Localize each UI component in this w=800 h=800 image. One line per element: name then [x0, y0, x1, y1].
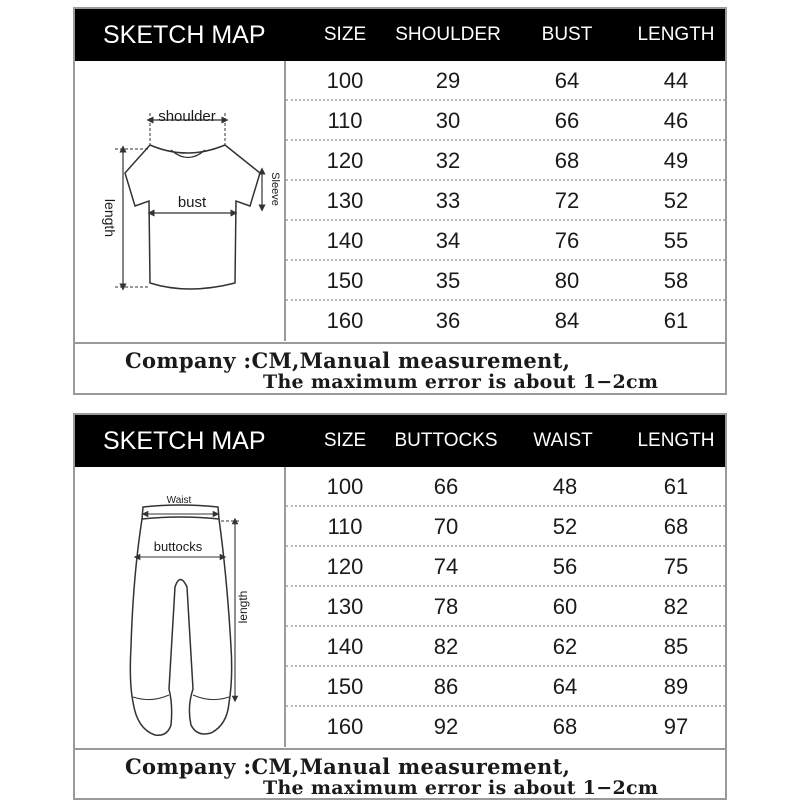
note-line-error: The maximum error is about 1−2cm [263, 371, 659, 393]
cell-size: 160 [326, 308, 364, 333]
cell-size: 100 [326, 474, 364, 499]
pants-label-waist: Waist [166, 495, 192, 506]
pants-sketch-map-title: SKETCH MAP [103, 427, 266, 455]
tshirt-header-bust: BUST [541, 24, 593, 45]
cell-length: 85 [663, 634, 689, 659]
cell-length: 82 [663, 594, 689, 619]
cell-length: 61 [663, 474, 689, 499]
table-row [286, 181, 725, 221]
tshirt-measurement-note [75, 342, 725, 393]
tshirt-label-bust: bust [177, 194, 207, 211]
cell-size: 120 [326, 148, 364, 173]
table-row [286, 101, 725, 141]
cell-buttocks: 70 [433, 514, 459, 539]
cell-bust: 80 [554, 268, 580, 293]
cell-shoulder: 32 [435, 148, 461, 173]
table-row [286, 301, 725, 341]
pants-diagram [75, 467, 284, 747]
cell-size: 150 [326, 674, 364, 699]
cell-length: 58 [663, 268, 689, 293]
cell-shoulder: 29 [435, 68, 461, 93]
cell-length: 75 [663, 554, 689, 579]
table-row [286, 467, 725, 507]
cell-length: 89 [663, 674, 689, 699]
cell-length: 46 [663, 108, 689, 133]
cell-bust: 66 [554, 108, 580, 133]
cell-waist: 62 [552, 634, 578, 659]
note-line-company: Company :CM,Manual measurement, [125, 754, 571, 779]
table-row [286, 507, 725, 547]
cell-length: 68 [663, 514, 689, 539]
cell-bust: 72 [554, 188, 580, 213]
cell-size: 120 [326, 554, 364, 579]
tshirt-diagram [75, 61, 284, 341]
cell-size: 150 [326, 268, 364, 293]
tshirt-sketch [75, 61, 286, 341]
table-row [286, 667, 725, 707]
cell-length: 52 [663, 188, 689, 213]
pants-header-size: SIZE [323, 430, 367, 451]
cell-size: 110 [327, 514, 363, 539]
pants-waistband [142, 505, 219, 519]
cell-size: 130 [326, 188, 364, 213]
cell-bust: 76 [554, 228, 580, 253]
cell-shoulder: 33 [435, 188, 461, 213]
pants-measurement-note [75, 748, 725, 799]
pants-header-buttocks: BUTTOCKS [394, 430, 498, 451]
cell-bust: 64 [554, 68, 580, 93]
cell-buttocks: 66 [433, 474, 459, 499]
cell-shoulder: 30 [435, 108, 461, 133]
cell-size: 140 [326, 228, 364, 253]
cell-size: 160 [326, 714, 364, 739]
pants-size-rows [286, 467, 725, 747]
tshirt-label-sleeve: Sleeve [269, 172, 281, 206]
pants-header-length: LENGTH [637, 430, 715, 451]
pants-size-chart [73, 413, 727, 800]
cell-bust: 84 [554, 308, 580, 333]
table-row [286, 627, 725, 667]
table-row [286, 707, 725, 747]
tshirt-outline [125, 145, 260, 289]
tshirt-size-rows [286, 61, 725, 341]
cell-waist: 52 [552, 514, 578, 539]
cell-length: 61 [663, 308, 689, 333]
tshirt-label-length: length [102, 198, 118, 238]
cell-waist: 60 [552, 594, 578, 619]
tshirt-header-shoulder: SHOULDER [395, 24, 501, 45]
tshirt-header-size: SIZE [323, 24, 367, 45]
table-row [286, 587, 725, 627]
cell-size: 100 [326, 68, 364, 93]
pants-label-buttocks: buttocks [153, 539, 203, 554]
cell-buttocks: 78 [433, 594, 459, 619]
table-row [286, 261, 725, 301]
pants-label-length: length [236, 590, 250, 624]
tshirt-header-length: LENGTH [637, 24, 715, 45]
table-row [286, 547, 725, 587]
tshirt-label-shoulder: shoulder [158, 108, 216, 125]
cell-length: 49 [663, 148, 689, 173]
cell-bust: 68 [554, 148, 580, 173]
tshirt-sketch-map-title: SKETCH MAP [103, 21, 266, 49]
pants-sketch [75, 467, 286, 747]
cell-size: 110 [327, 108, 363, 133]
note-line-company: Company :CM,Manual measurement, [125, 348, 571, 373]
pants-header-waist: WAIST [533, 430, 593, 451]
tshirt-chart-header [75, 9, 725, 61]
cell-waist: 68 [552, 714, 578, 739]
cell-shoulder: 34 [435, 228, 461, 253]
cell-length: 97 [663, 714, 689, 739]
cell-size: 140 [326, 634, 364, 659]
cell-length: 55 [663, 228, 689, 253]
cell-buttocks: 82 [433, 634, 459, 659]
cell-length: 44 [663, 68, 689, 93]
cell-buttocks: 86 [433, 674, 459, 699]
cell-buttocks: 92 [433, 714, 459, 739]
tshirt-size-chart [73, 7, 727, 395]
table-row [286, 61, 725, 101]
cell-buttocks: 74 [433, 554, 459, 579]
cell-shoulder: 36 [435, 308, 461, 333]
pants-chart-header [75, 415, 725, 467]
note-line-error: The maximum error is about 1−2cm [263, 777, 659, 799]
cell-waist: 64 [552, 674, 578, 699]
cell-waist: 48 [552, 474, 578, 499]
cell-waist: 56 [552, 554, 578, 579]
table-row [286, 141, 725, 181]
cell-shoulder: 35 [435, 268, 461, 293]
cell-size: 130 [326, 594, 364, 619]
table-row [286, 221, 725, 261]
